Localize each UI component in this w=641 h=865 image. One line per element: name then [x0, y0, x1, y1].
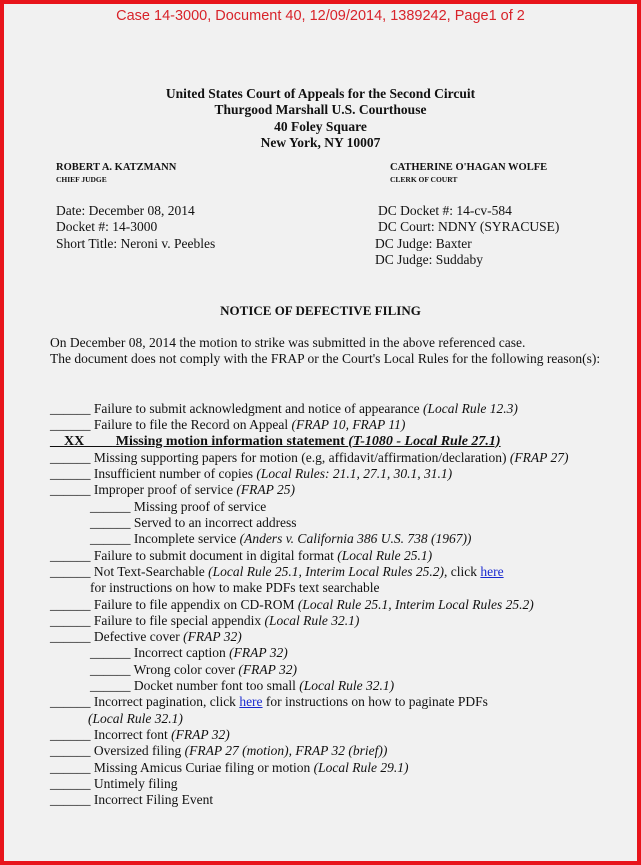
item-text: Improper proof of service — [90, 482, 237, 498]
defect-item — [50, 564, 569, 580]
item-text: Wrong color cover — [130, 661, 239, 677]
checkbox-blank: ______ — [50, 596, 91, 612]
item-text: Failure to file special appendix — [90, 612, 265, 628]
checkbox-blank: ______ — [50, 726, 91, 742]
dc-judge: DC Judge: Baxter — [375, 235, 472, 251]
clerk-role: CLERK OF COURT — [390, 175, 458, 184]
checkbox-blank: ______ — [50, 417, 91, 433]
checkbox-blank: ______ — [50, 612, 91, 628]
checked-mark: __XX____ — [50, 433, 113, 449]
item-text: Missing motion information statement — [112, 433, 349, 449]
filing-stamp: Case 14-3000, Document 40, 12/09/2014, 1389242, Page1 of 2 — [116, 8, 525, 24]
rule-citation: (Local Rule 25.1, Interim Local Rules 25.2) — [297, 596, 534, 612]
defect-item — [50, 401, 569, 417]
defect-item — [50, 515, 569, 531]
defect-item — [50, 531, 569, 547]
checkbox-blank: ______ — [90, 515, 131, 531]
rule-citation: (FRAP 10, FRAP 11) — [291, 417, 406, 433]
item-text: Incorrect caption — [130, 645, 230, 661]
item-text: , click — [443, 563, 481, 579]
checkbox-blank: ______ — [50, 694, 91, 710]
defect-item — [50, 711, 569, 727]
checkbox-blank: ______ — [50, 466, 91, 482]
rule-citation: (FRAP 25) — [236, 482, 295, 498]
item-text: for instructions on how to make PDFs text searchable — [90, 580, 380, 596]
defect-item — [50, 482, 569, 498]
defect-item — [50, 613, 569, 629]
rule-citation: (FRAP 27 (motion), FRAP 32 (brief)) — [184, 743, 388, 759]
rule-citation: (Local Rule 25.1, Interim Local Rules 25.2) — [208, 563, 444, 579]
defect-item — [50, 760, 569, 776]
court-line: Thurgood Marshall U.S. Courthouse — [214, 102, 427, 118]
dc-judge: DC Judge: Suddaby — [375, 251, 483, 267]
item-text: Incorrect font — [90, 726, 172, 742]
dc-docket: DC Docket #: 14-cv-584 — [378, 203, 512, 218]
checkbox-blank: ______ — [50, 449, 91, 465]
checkbox-blank: ______ — [90, 645, 131, 661]
defect-item — [50, 417, 569, 433]
defect-item — [50, 662, 569, 678]
rule-citation: (Local Rule 32.1) — [264, 612, 360, 628]
rule-citation: (Local Rule 29.1) — [313, 759, 409, 775]
item-text: Incorrect pagination, click — [90, 694, 240, 710]
item-text: Incorrect Filing Event — [90, 792, 214, 808]
defect-item — [50, 776, 569, 792]
here-link[interactable]: here — [239, 694, 263, 710]
intro-line: The document does not comply with the FRAP or the Court's Local Rules for the following reason(s): — [50, 351, 601, 367]
rule-citation: (Local Rule 25.1) — [337, 547, 433, 563]
checkbox-blank: ______ — [50, 629, 91, 645]
checkbox-blank: ______ — [50, 401, 91, 416]
checkbox-blank: ______ — [50, 743, 91, 759]
checkbox-blank: ______ — [50, 759, 91, 775]
defect-item — [50, 597, 569, 613]
defect-item — [50, 743, 569, 759]
defect-item — [50, 580, 569, 596]
docket: Docket #: 14-3000 — [56, 219, 158, 235]
court-line: 40 Foley Square — [274, 118, 367, 134]
court-header — [0, 86, 641, 151]
defect-item — [50, 645, 569, 661]
item-text: Missing supporting papers for motion (e.g, affidavit/affirmation/declaration) — [90, 449, 510, 465]
item-text: Failure to submit document in digital format — [90, 547, 338, 563]
intro-line: On December 08, 2014 the motion to strike was submitted in the above referenced case. — [50, 335, 526, 350]
item-text: Oversized filing — [90, 743, 185, 759]
case-info — [56, 203, 215, 252]
defect-item — [50, 499, 569, 515]
defect-item — [50, 792, 569, 808]
chief-judge-role: CHIEF JUDGE — [56, 175, 107, 184]
item-text: Failure to file the Record on Appeal — [90, 417, 292, 433]
rule-citation: (Local Rules: 21.1, 27.1, 30.1, 31.1) — [256, 466, 453, 482]
rule-citation: (FRAP 32) — [171, 726, 230, 742]
item-text: Missing Amicus Curiae filing or motion — [90, 759, 314, 775]
checkbox-blank: ______ — [50, 547, 91, 563]
checkbox-blank: ______ — [90, 498, 131, 514]
checkbox-blank: ______ — [90, 531, 131, 547]
rule-citation: (Local Rule 32.1) — [299, 678, 395, 694]
here-link[interactable]: here — [480, 563, 504, 579]
item-text: Incomplete service — [130, 531, 240, 547]
defect-item — [50, 434, 569, 450]
item-text: Failure to file appendix on CD-ROM — [90, 596, 298, 612]
rule-citation: (FRAP 32) — [229, 645, 288, 661]
defect-item — [50, 727, 569, 743]
defect-item — [50, 678, 569, 694]
defect-item — [50, 466, 569, 482]
rule-citation: (FRAP 32) — [238, 661, 298, 677]
rule-citation: (FRAP 27) — [509, 449, 569, 465]
court-line: New York, NY 10007 — [260, 134, 381, 150]
item-text: Not Text-Searchable — [90, 563, 209, 579]
rule-citation: (FRAP 32) — [183, 629, 242, 645]
item-text: Served to an incorrect address — [130, 515, 297, 531]
defect-item — [50, 694, 569, 710]
court-line: United States Court of Appeals for the Second Circuit — [165, 86, 476, 101]
item-text: Missing proof of service — [130, 498, 267, 514]
rule-citation: (Local Rule 32.1) — [88, 710, 183, 726]
rule-citation: (T-1080 - Local Rule 27.1) — [348, 433, 501, 449]
item-text: Untimely filing — [90, 775, 178, 791]
notice-title: NOTICE OF DEFECTIVE FILING — [220, 303, 421, 318]
checkbox-blank: ______ — [50, 563, 91, 579]
date: Date: December 08, 2014 — [56, 203, 195, 218]
checkbox-blank: ______ — [90, 661, 131, 677]
dc-info — [375, 203, 559, 268]
defect-item — [50, 629, 569, 645]
dc-court: DC Court: NDNY (SYRACUSE) — [378, 219, 560, 235]
defect-item — [50, 548, 569, 564]
item-text: Insufficient number of copies — [90, 466, 257, 482]
item-text: Failure to submit acknowledgment and notice of appearance — [90, 401, 424, 416]
short-title: Short Title: Neroni v. Peebles — [56, 235, 216, 251]
defect-item — [50, 450, 569, 466]
rule-citation: (Anders v. California 386 U.S. 738 (1967)) — [239, 531, 472, 547]
checkbox-blank: ______ — [50, 482, 91, 498]
clerk-name: CATHERINE O'HAGAN WOLFE — [390, 162, 548, 173]
chief-judge-name: ROBERT A. KATZMANN — [56, 162, 177, 173]
intro — [50, 335, 600, 368]
checkbox-blank: ______ — [90, 678, 131, 694]
item-text: Docket number font too small — [130, 678, 300, 694]
rule-citation: (Local Rule 12.3) — [423, 401, 518, 416]
checkbox-blank: ______ — [50, 792, 91, 808]
checkbox-blank: ______ — [50, 775, 91, 791]
defect-list — [50, 401, 569, 808]
item-text: for instructions on how to paginate PDFs — [262, 694, 488, 710]
item-text: Defective cover — [90, 629, 184, 645]
